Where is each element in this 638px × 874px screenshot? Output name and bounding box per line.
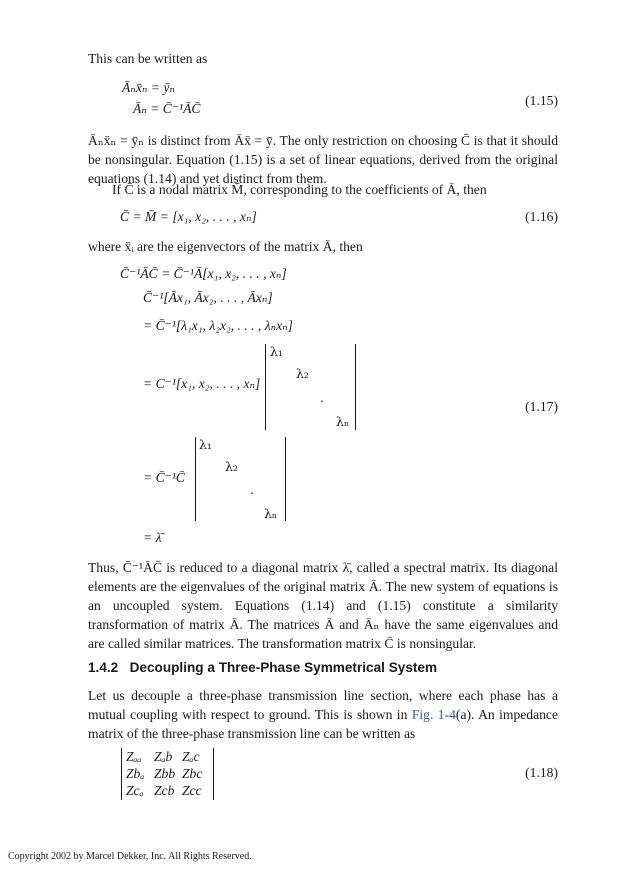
matrix-lambda-2: λ₂: [296, 366, 309, 381]
section-heading: [88, 660, 437, 675]
equation-1-17-line6: = λ̄: [143, 530, 162, 545]
equation-1-17-line3: = C̄⁻¹[λ₁x₁, λ₂x₂, . . . , λₙxₙ]: [143, 318, 293, 333]
matrix-dot: .: [320, 390, 324, 405]
z-bc: Zbc: [182, 766, 203, 781]
equation-number-1-18: (1.18): [525, 765, 558, 780]
z-aa: Zₐₐ: [126, 749, 142, 764]
z-ac: Zₐc: [182, 749, 200, 764]
equation-1-15-line2: Āₙ = C̄⁻¹ĀC̄: [133, 101, 201, 116]
paragraph-2: If C̄ is a nodal matrix M̄, corresponding to the coefficients of Ā, then: [112, 182, 487, 197]
matrix-lambda-1: λ₁: [270, 344, 283, 359]
equation-1-17-line5: = C̄⁻¹C̄: [143, 470, 185, 485]
matrix2-lambda-1: λ₁: [199, 437, 212, 452]
paragraph-4: Thus, C̄⁻¹ĀC̄ is reduced to a diagonal matrix λ̄, called a spectral matrix. Its diagonal elements are the eigenvalues of the original matrix Ā. The new system of equations is an uncoupled system. Equations (1.14) and (1.15) constitute a similarity transformation of matrix Ā. The matrices Ā and Āₙ have the same eigenvalues and are called similar matrices. The transformation matrix C̄ is nonsingular.: [88, 560, 558, 651]
matrix-lambda-n: λₙ: [336, 414, 350, 429]
impedance-matrix-right-bar: [213, 748, 214, 800]
matrix2-lambda-n: λₙ: [264, 506, 278, 521]
section-number: 1.4.2: [88, 660, 119, 675]
equation-number-1-15: (1.15): [525, 93, 558, 108]
z-ba: Zbₐ: [126, 766, 145, 781]
impedance-matrix-left-bar: [121, 748, 122, 800]
matrix2-left-bar: [195, 437, 196, 521]
matrix-left-bar: [265, 344, 266, 430]
equation-number-1-16: (1.16): [525, 209, 558, 224]
matrix2-dot: .: [250, 482, 254, 497]
copyright-footer: Copyright 2002 by Marcel Dekker, Inc. All Rights Reserved.: [8, 851, 252, 862]
equation-number-1-17: (1.17): [525, 399, 558, 414]
matrix-right-bar: [355, 344, 356, 430]
equation-1-17-line4: = C⁻¹[x₁, x₂, . . . , xₙ]: [143, 376, 261, 391]
equation-1-15-line1: Āₙx̄ₙ = ȳₙ: [122, 80, 175, 95]
section-title: Decoupling a Three-Phase Symmetrical System: [129, 660, 438, 675]
z-ca: Zcₐ: [126, 783, 144, 798]
z-ab: Zₐb: [154, 749, 173, 764]
paragraph-3: where x̄ᵢ are the eigenvectors of the matrix Ā, then: [88, 239, 363, 254]
matrix2-lambda-2: λ₂: [225, 459, 238, 474]
paragraph-1: Āₙx̄ₙ = ȳₙ is distinct from Āx̄ = ȳ. The only restriction on choosing C̄ is that it should be nonsingular. Equation (1.15) is a set of linear equations, derived from the original equations (1.14) and yet distinct from them.: [88, 133, 558, 186]
paragraph-5: [88, 686, 558, 743]
equation-1-17-line2: C̄⁻¹[Āx₁, Āx₂, . . . , Āxₙ]: [143, 290, 273, 305]
matrix2-right-bar: [285, 437, 286, 521]
equation-1-17-line1: C̄⁻¹ĀC̄ = C̄⁻¹Ā[x₁, x₂, . . . , xₙ]: [120, 266, 287, 281]
z-cc: Zcc: [182, 783, 202, 798]
z-bb: Zbb: [154, 766, 176, 781]
intro-text: This can be written as: [88, 51, 208, 66]
paragraph-5-text: Let us decouple a three-phase transmission line section, where each phase has a mutual coupling with respect to ground. This is shown in: [88, 688, 558, 722]
paragraph-5-text-end: (a). An impedance matrix of the three-phase transmission line can be written as: [88, 707, 559, 741]
equation-1-16: C̄ = M̄ = [x₁, x₂, . . . , xₙ]: [120, 209, 257, 224]
z-cb: Zcb: [154, 783, 175, 798]
impedance-matrix: [126, 748, 210, 799]
figure-link[interactable]: Fig. 1-4: [411, 707, 456, 722]
